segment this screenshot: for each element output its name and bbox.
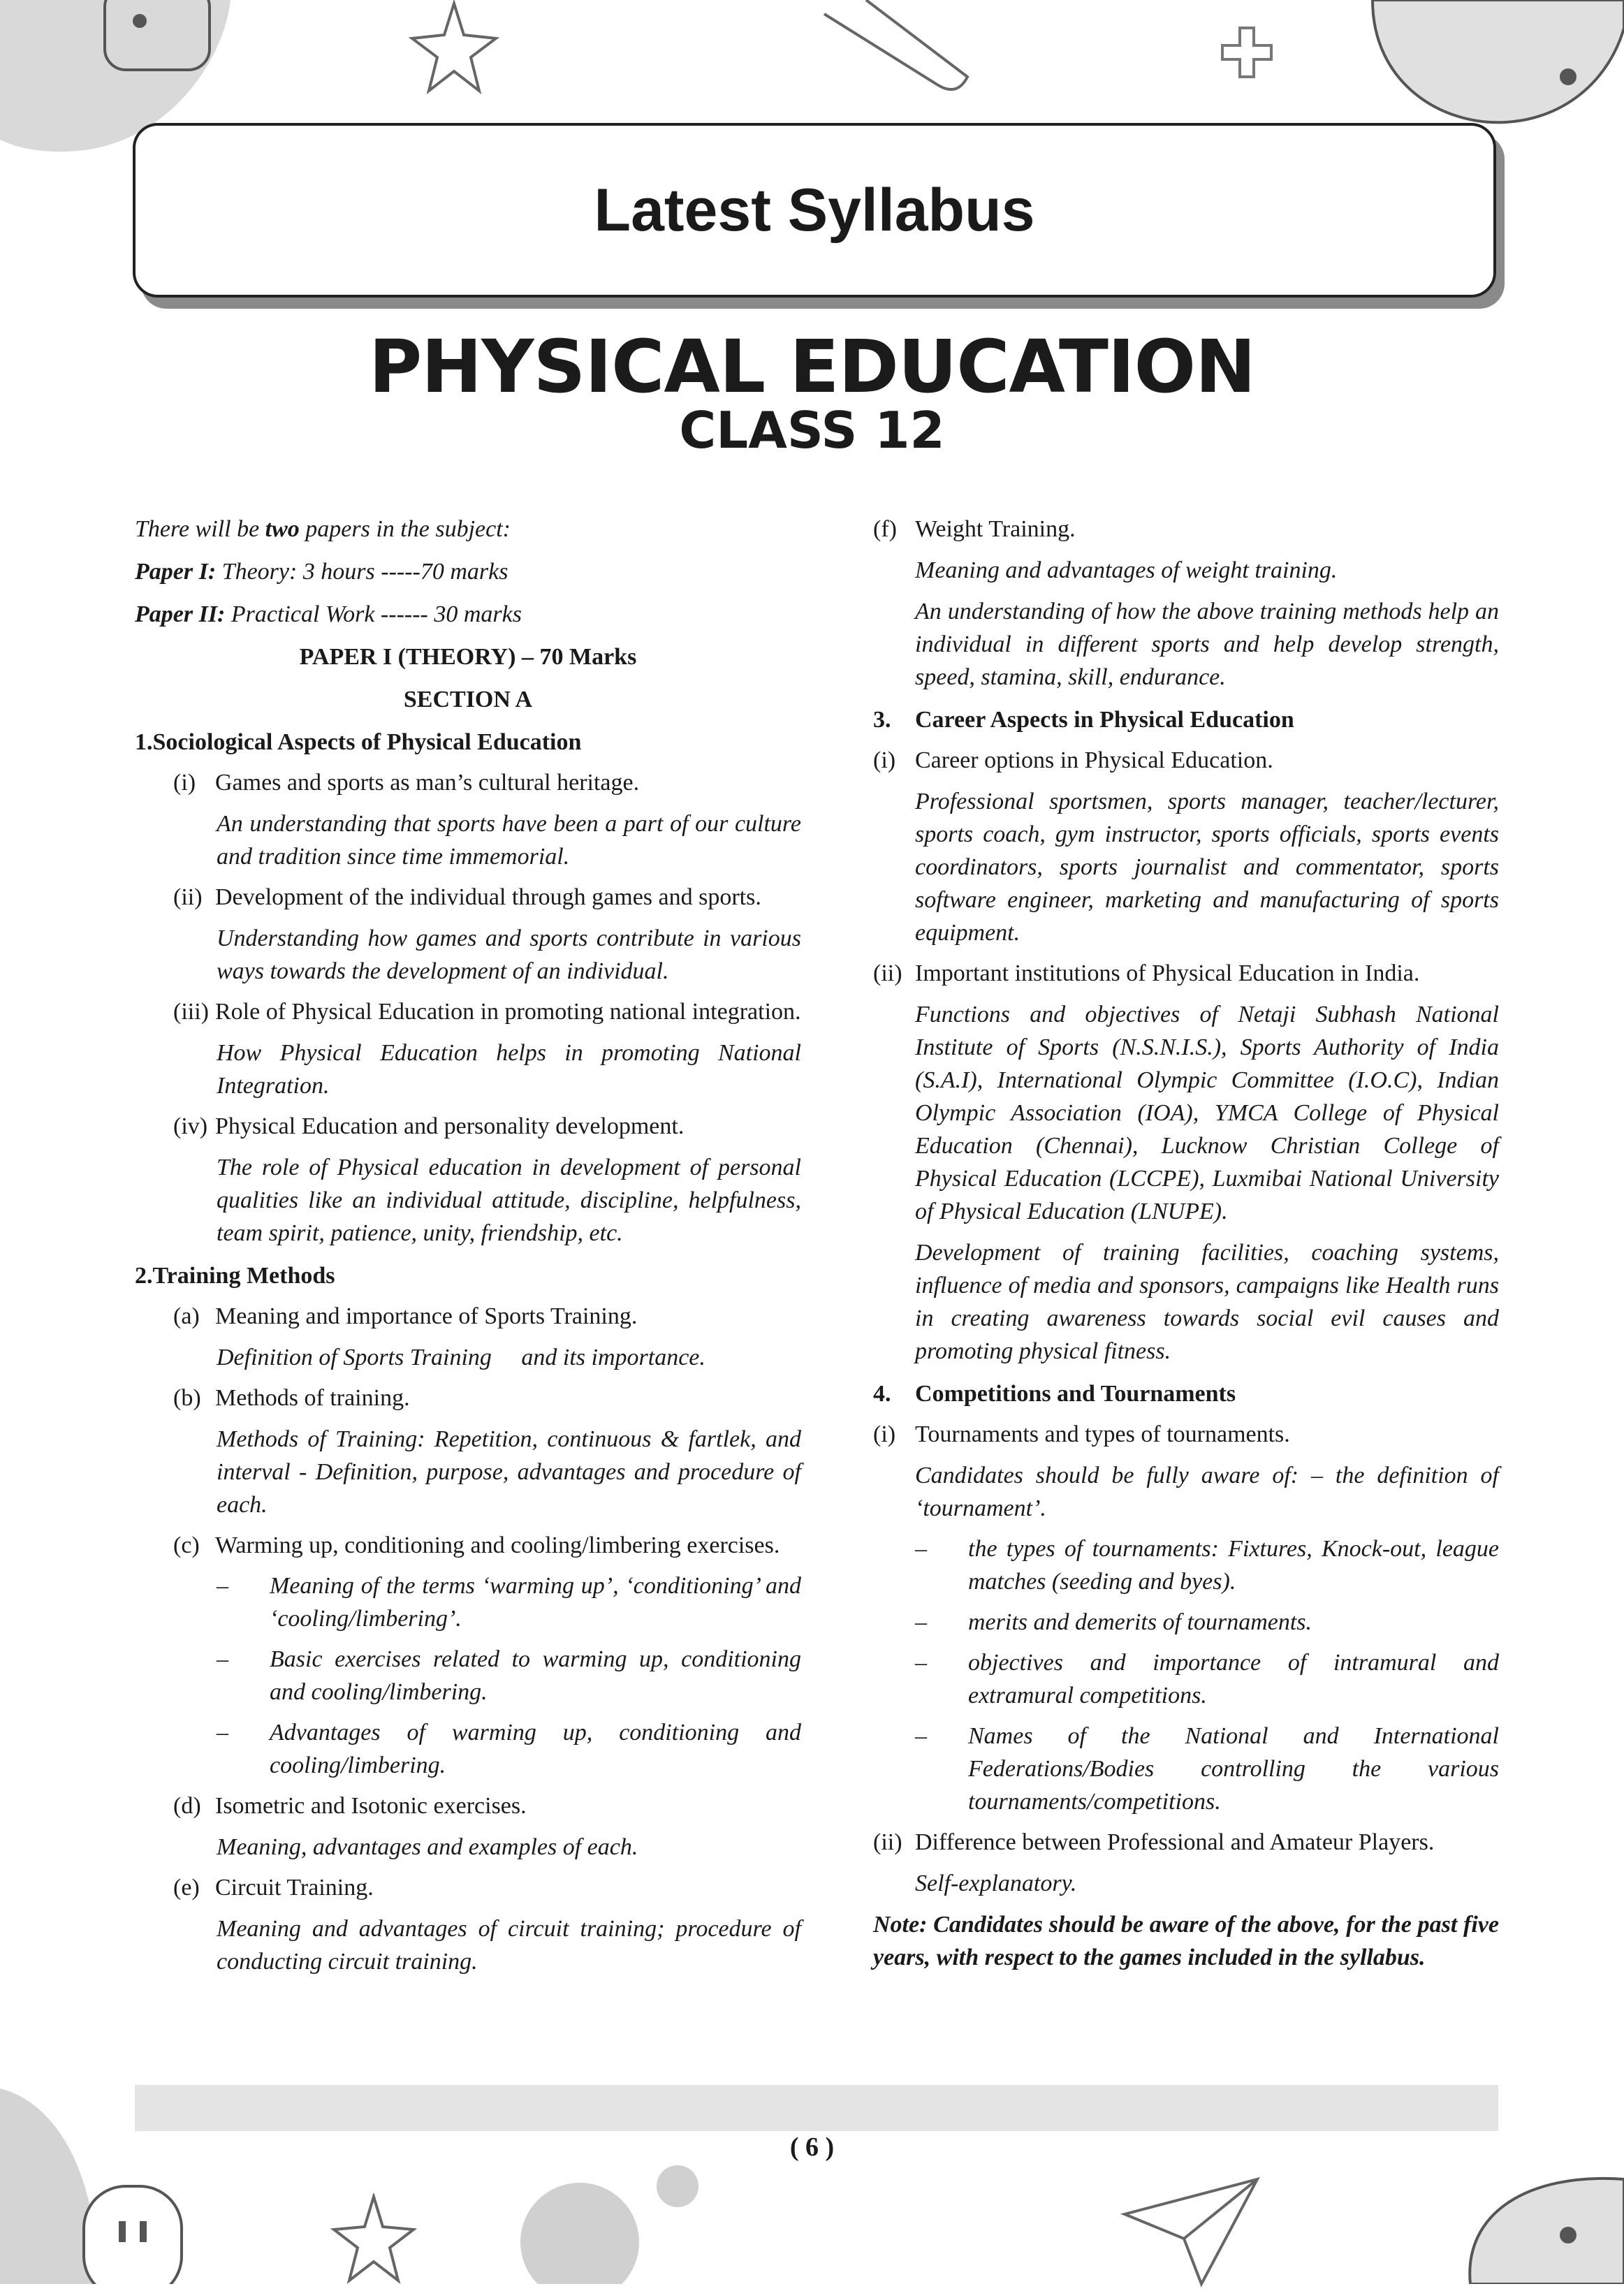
s4-i-bullet: – merits and demerits of tournaments. — [915, 1609, 1312, 1635]
paper-1-line: Paper I: Theory: 3 hours -----70 marks — [135, 559, 509, 585]
s2-item-e: (e) Circuit Training. — [173, 1875, 374, 1901]
circles-doodle-bottom — [517, 2165, 768, 2284]
s4-item-ii-desc: Self-explanatory. — [915, 1871, 1077, 1896]
s3-item-i-desc: Professional sportsmen, sports manager, teacher/lecturer, sports coach, gym instructor, sports officials, sports events coordinators, sports journalist and commentator, sports software engineer, marketing and manufacturing of sports equipment. — [915, 789, 1499, 946]
section-2-heading: 2. Training Methods — [135, 1263, 335, 1289]
paper-2-line: Paper II: Practical Work ------ 30 marks — [135, 601, 522, 627]
s1-item-iv: (iv) Physical Education and personality development. — [173, 1113, 685, 1139]
s4-i-bullet: – the types of tournaments: Fixtures, Knock-out, league matches (seeding and byes). — [915, 1536, 1499, 1595]
s3-item-ii-desc-2: Development of training facilities, coaching systems, influence of media and sponsors, campaigns like Health runs in creating awareness towards social evil causes and promoting physical fitness. — [915, 1240, 1499, 1364]
star-doodle-top — [405, 0, 503, 98]
s2-item-a-desc: Definition of Sports Training and its importance. — [217, 1345, 705, 1370]
paper-plane-doodle — [1118, 2172, 1264, 2291]
s1-item-iii-desc: How Physical Education helps in promoting National Integration. — [217, 1040, 801, 1099]
s2-item-f-desc: Meaning and advantages of weight training. — [915, 557, 1338, 583]
s1-item-ii-desc: Understanding how games and sports contribute in various ways towards the development of an individual. — [217, 925, 801, 984]
plus-doodle — [1215, 21, 1278, 84]
s4-i-bullet: – objectives and importance of intramural and extramural competitions. — [915, 1650, 1499, 1708]
section-3-heading: 3. Career Aspects in Physical Education — [873, 707, 1294, 733]
s2-item-e-desc: Meaning and advantages of circuit training; procedure of conducting circuit training. — [217, 1916, 801, 1975]
s1-item-ii: (ii) Development of the individual through games and sports. — [173, 884, 761, 910]
paper-heading: PAPER I (THEORY) – 70 Marks — [299, 644, 637, 670]
star-doodle-bottom — [328, 2193, 419, 2284]
s4-item-i-desc: Candidates should be fully aware of: – the definition of ‘tournament’. — [915, 1463, 1499, 1521]
s1-item-iv-desc: The role of Physical education in development of personal qualities like an individual attitude, discipline, helpfulness, team spirit, patience, unity, friendship, etc. — [217, 1155, 801, 1246]
s3-item-ii: (ii) Important institutions of Physical Education in India. — [873, 960, 1420, 986]
s1-item-i-desc: An understanding that sports have been a part of our culture and tradition since time immemorial. — [217, 811, 801, 870]
bottom-right-face-doodle — [1442, 2151, 1624, 2284]
s2-item-f-desc-2: An understanding of how the above training methods help an individual in different sports and help develop strength, speed, stamina, skill, endurance. — [915, 599, 1499, 690]
section-4-note: Note: Candidates should be aware of the above, for the past five years, with respect to the games included in the syllabus. — [873, 1912, 1499, 1970]
s3-item-ii-desc: Functions and objectives of Netaji Subhash National Institute of Sports (N.S.N.I.S.), Sports Authority of India (S.A.I), International Olympic Committee (I.O.C), Indian Olympic Association (IOA), YMCA College of Physical Education (Chennai), Lucknow Christian College of Physical Education (LCCPE), Luxmibai National University of Physical Education (LNUPE). — [915, 1002, 1499, 1224]
footer-bar — [135, 2085, 1498, 2131]
page-number: ( 6 ) — [789, 2132, 835, 2162]
s4-item-ii: (ii) Difference between Professional and Amateur Players. — [873, 1829, 1435, 1855]
banner-title: Latest Syllabus — [594, 176, 1035, 244]
s2-c-bullet: – Advantages of warming up, conditioning and cooling/limbering. — [217, 1720, 801, 1778]
s4-i-bullet: – Names of the National and International Federations/Bodies controlling the various tournaments/competitions. — [915, 1723, 1499, 1815]
s2-c-bullet: – Meaning of the terms ‘warming up’, ‘conditioning’ and ‘cooling/limbering’. — [217, 1573, 801, 1632]
tool-doodle-top — [810, 0, 978, 105]
section-1-heading: 1. Sociological Aspects of Physical Education — [135, 729, 582, 755]
latest-syllabus-banner — [133, 123, 1496, 298]
s1-item-i: (i) Games and sports as man’s cultural heritage. — [173, 770, 640, 796]
top-right-face-doodle — [1359, 0, 1624, 140]
section-4-heading: 4. Competitions and Tournaments — [873, 1381, 1236, 1407]
s2-item-d-desc: Meaning, advantages and examples of each. — [217, 1834, 638, 1860]
intro-line: There will be two papers in the subject: — [135, 516, 511, 542]
s4-item-i: (i) Tournaments and types of tournaments. — [873, 1421, 1290, 1447]
s2-c-bullet: – Basic exercises related to warming up, conditioning and cooling/limbering. — [217, 1646, 801, 1705]
left-column — [135, 513, 801, 1978]
s2-item-f: (f) Weight Training. — [873, 516, 1076, 542]
s2-item-b: (b) Methods of training. — [173, 1385, 410, 1411]
s2-item-b-desc: Methods of Training: Repetition, continuous & fartlek, and interval - Definition, purpose, advantages and procedure of each. — [217, 1426, 801, 1518]
s3-item-i: (i) Career options in Physical Education. — [873, 747, 1273, 773]
right-column — [873, 513, 1499, 1974]
section-heading: SECTION A — [403, 687, 533, 712]
s2-item-c: (c) Warming up, conditioning and cooling/limbering exercises. — [173, 1532, 780, 1558]
s2-item-a: (a) Meaning and importance of Sports Training. — [173, 1303, 638, 1329]
s2-item-d: (d) Isometric and Isotonic exercises. — [173, 1793, 527, 1819]
class-heading: CLASS 12 — [679, 401, 945, 460]
s1-item-iii: (iii) Role of Physical Education in promoting national integration. — [173, 999, 801, 1025]
subject-heading: PHYSICAL EDUCATION — [368, 324, 1256, 409]
